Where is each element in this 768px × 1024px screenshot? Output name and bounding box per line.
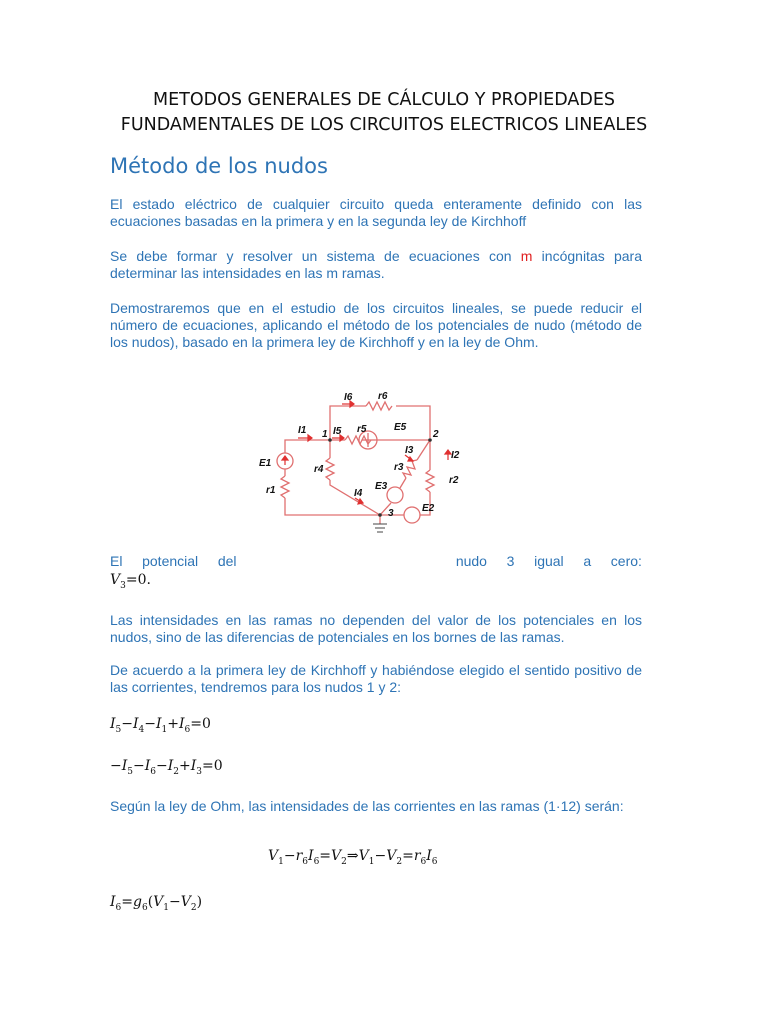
paragraph-6: De acuerdo a la primera ley de Kirchhoff y habiéndose elegido el sentido positivo de las corrientes, tendremos para los nudos 1 y 2: bbox=[110, 662, 642, 695]
equation-v3: $V_3=0$. bbox=[110, 572, 151, 591]
label-I4: I4 bbox=[354, 488, 363, 499]
label-I2: I2 bbox=[451, 450, 460, 461]
document-title bbox=[90, 88, 678, 138]
label-I3: I3 bbox=[405, 445, 414, 456]
pot-word-cero: cero: bbox=[610, 553, 642, 569]
paragraph-2 bbox=[110, 248, 642, 282]
pot-word-el: El bbox=[110, 553, 123, 569]
label-r6-top: r6 bbox=[378, 391, 388, 402]
paragraph-1: El estado eléctrico de cualquier circuito queda enteramente definido con las ecuaciones basadas en la primera y en la segunda ley de Kirchhoff bbox=[110, 196, 642, 229]
label-node-2: 2 bbox=[433, 429, 439, 440]
paragraph-5: Las intensidades en las ramas no dependen del valor de los potenciales en los nudos, sino de las diferencias de potenciales en los bornes de las ramas. bbox=[110, 612, 642, 645]
variable-m: m bbox=[520, 248, 533, 264]
label-E3: E3 bbox=[375, 481, 388, 492]
equation-node-2: $-I_5-I_6-I_2+I_3=0$ bbox=[110, 758, 223, 777]
title-line-1: METODOS GENERALES DE CÁLCULO Y PROPIEDADES bbox=[152, 90, 616, 110]
paragraph-3: Demostraremos que en el estudio de los circuitos lineales, se puede reducir el número de ecuaciones, aplicando el método de los potenciales de nudo (método de los nudos), basado en la primera ley de Kirchhoff y en la ley de Ohm. bbox=[110, 300, 642, 350]
equation-i6: $I_6=g_6(V_1-V_2)$ bbox=[110, 894, 203, 913]
label-node-1: 1 bbox=[322, 429, 328, 440]
equation-ohm-r6: $V_1-r_6I_6=V_2\Rightarrow V_1-V_2=r_6I_6$ bbox=[268, 848, 438, 867]
pot-word-del: del bbox=[217, 553, 237, 569]
label-r4: r4 bbox=[314, 464, 324, 475]
label-node-3: 3 bbox=[388, 508, 394, 519]
label-I5: I5 bbox=[333, 426, 342, 437]
pot-word-a: a bbox=[583, 553, 592, 569]
circuit-diagram bbox=[250, 378, 480, 540]
pot-word-nudo: nudo bbox=[455, 553, 487, 569]
label-I1: I1 bbox=[298, 425, 307, 436]
pot-word-igual: igual bbox=[534, 553, 564, 569]
equation-node-1: $I_5-I_4-I_1+I_6=0$ bbox=[110, 716, 211, 735]
section-heading: Método de los nudos bbox=[110, 154, 328, 178]
label-E5: E5 bbox=[394, 422, 407, 433]
label-E2: E2 bbox=[422, 503, 435, 514]
label-r3: r3 bbox=[394, 462, 404, 473]
pot-word-3: 3 bbox=[506, 553, 515, 569]
label-r1: r1 bbox=[266, 485, 276, 496]
paragraph-2-part-a: Se debe formar y resolver un sistema de ecuaciones con bbox=[110, 248, 521, 264]
paragraph-2-part-b: incógnitas para determinar las intensidades en las m ramas. bbox=[110, 248, 642, 281]
pot-word-potencial: potencial bbox=[142, 553, 199, 569]
label-I6: I6 bbox=[344, 392, 353, 403]
potential-sentence bbox=[110, 553, 642, 569]
paragraph-7: Según la ley de Ohm, las intensidades de las corrientes en las ramas (1·12) serán: bbox=[110, 798, 624, 814]
label-E1: E1 bbox=[259, 458, 272, 469]
label-r5: r5 bbox=[357, 424, 367, 435]
label-r2: r2 bbox=[449, 475, 459, 486]
title-line-2: FUNDAMENTALES DE LOS CIRCUITOS ELECTRICOS LINEALES bbox=[120, 115, 648, 135]
